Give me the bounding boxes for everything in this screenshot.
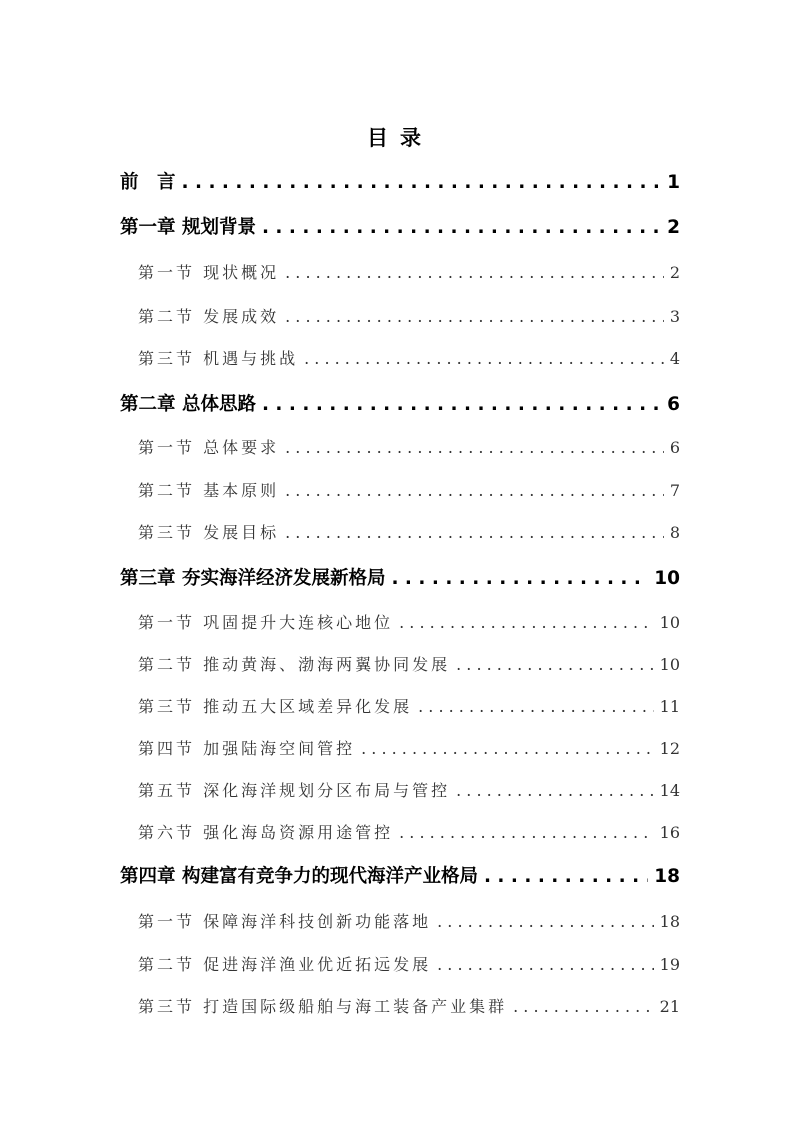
dot-leader <box>399 823 654 842</box>
dot-leader <box>285 523 664 542</box>
toc-chapter-entry[interactable] <box>120 390 680 416</box>
toc-entry-label: 前 言 <box>120 172 176 193</box>
toc-entry-label: 第四章 构建富有竞争力的现代海洋产业格局 <box>120 866 478 887</box>
toc-entry-label: 第二节 发展成效 <box>138 307 280 326</box>
toc-entry-page-number: 16 <box>659 823 680 842</box>
toc-entry-page-number: 10 <box>659 655 680 674</box>
dot-leader <box>456 655 654 674</box>
toc-entry-page-number: 1 <box>667 172 680 193</box>
toc-entry-label: 第一节 总体要求 <box>138 438 280 457</box>
toc-entry-label: 第三节 发展目标 <box>138 523 280 542</box>
dot-leader <box>513 997 654 1016</box>
toc-entry-label: 第二节 基本原则 <box>138 481 280 500</box>
toc-chapter-entry[interactable] <box>120 862 680 888</box>
toc-entry-page-number: 7 <box>669 481 680 500</box>
toc-entry-label: 第三章 夯实海洋经济发展新格局 <box>120 568 386 589</box>
dot-leader <box>437 912 654 931</box>
toc-chapter-entry[interactable] <box>120 168 680 194</box>
dot-leader <box>484 866 648 887</box>
toc-entry-page-number: 10 <box>654 568 680 589</box>
toc-entry-label: 第三节 机遇与挑战 <box>138 349 299 368</box>
dot-leader <box>285 263 664 282</box>
toc-entry-label: 第二节 推动黄海、渤海两翼协同发展 <box>138 655 451 674</box>
toc-entry-label: 第一章 规划背景 <box>120 217 256 238</box>
toc-entry-page-number: 14 <box>659 781 680 800</box>
toc-section-entry[interactable] <box>138 346 680 369</box>
toc-entry-label: 第二节 促进海洋渔业优近拓远发展 <box>138 955 432 974</box>
toc-entry-page-number: 11 <box>659 697 680 716</box>
toc-entry-page-number: 8 <box>669 523 680 542</box>
toc-entry-label: 第五节 深化海洋规划分区布局与管控 <box>138 781 451 800</box>
toc-entry-page-number: 6 <box>669 438 680 457</box>
toc-section-entry[interactable] <box>138 952 680 975</box>
dot-leader <box>456 781 654 800</box>
toc-section-entry[interactable] <box>138 520 680 543</box>
toc-entry-page-number: 2 <box>667 217 680 238</box>
toc-entry-page-number: 3 <box>669 307 680 326</box>
dot-leader <box>391 568 648 589</box>
toc-chapter-entry[interactable] <box>120 213 680 239</box>
dot-leader <box>262 394 661 415</box>
toc-entry-label: 第三节 打造国际级船舶与海工装备产业集群 <box>138 997 508 1016</box>
toc-section-entry[interactable] <box>138 652 680 675</box>
toc-entry-page-number: 10 <box>659 613 680 632</box>
toc-entry-label: 第二章 总体思路 <box>120 394 256 415</box>
toc-chapter-entry[interactable] <box>120 564 680 590</box>
toc-entry-label: 第一节 现状概况 <box>138 263 280 282</box>
dot-leader <box>304 349 664 368</box>
dot-leader <box>399 613 654 632</box>
toc-section-entry[interactable] <box>138 610 680 633</box>
toc-entry-page-number: 2 <box>669 263 680 282</box>
toc-entry-page-number: 19 <box>659 955 680 974</box>
dot-leader <box>437 955 654 974</box>
toc-entry-page-number: 18 <box>654 866 680 887</box>
toc-section-entry[interactable] <box>138 820 680 843</box>
dot-leader <box>285 307 664 326</box>
toc-section-entry[interactable] <box>138 435 680 458</box>
toc-entry-label: 第三节 推动五大区域差异化发展 <box>138 697 413 716</box>
toc-section-entry[interactable] <box>138 478 680 501</box>
toc-entry-page-number: 6 <box>667 394 680 415</box>
toc-title: 目录 <box>367 126 433 150</box>
toc-entry-label: 第六节 强化海岛资源用途管控 <box>138 823 394 842</box>
toc-entry-label: 第四节 加强陆海空间管控 <box>138 739 356 758</box>
toc-section-entry[interactable] <box>138 909 680 932</box>
toc-entry-label: 第一节 保障海洋科技创新功能落地 <box>138 912 432 931</box>
toc-entry-page-number: 18 <box>659 912 680 931</box>
dot-leader <box>361 739 654 758</box>
toc-entry-page-number: 21 <box>659 997 680 1016</box>
toc-section-entry[interactable] <box>138 778 680 801</box>
dot-leader <box>285 481 664 500</box>
toc-section-entry[interactable] <box>138 994 680 1017</box>
toc-entry-label: 第一节 巩固提升大连核心地位 <box>138 613 394 632</box>
dot-leader <box>182 172 662 193</box>
toc-section-entry[interactable] <box>138 304 680 327</box>
dot-leader <box>285 438 664 457</box>
dot-leader <box>262 217 661 238</box>
toc-section-entry[interactable] <box>138 694 680 717</box>
toc-entry-page-number: 4 <box>669 349 680 368</box>
toc-section-entry[interactable] <box>138 736 680 759</box>
toc-entry-page-number: 12 <box>659 739 680 758</box>
dot-leader <box>418 697 654 716</box>
toc-section-entry[interactable] <box>138 260 680 283</box>
